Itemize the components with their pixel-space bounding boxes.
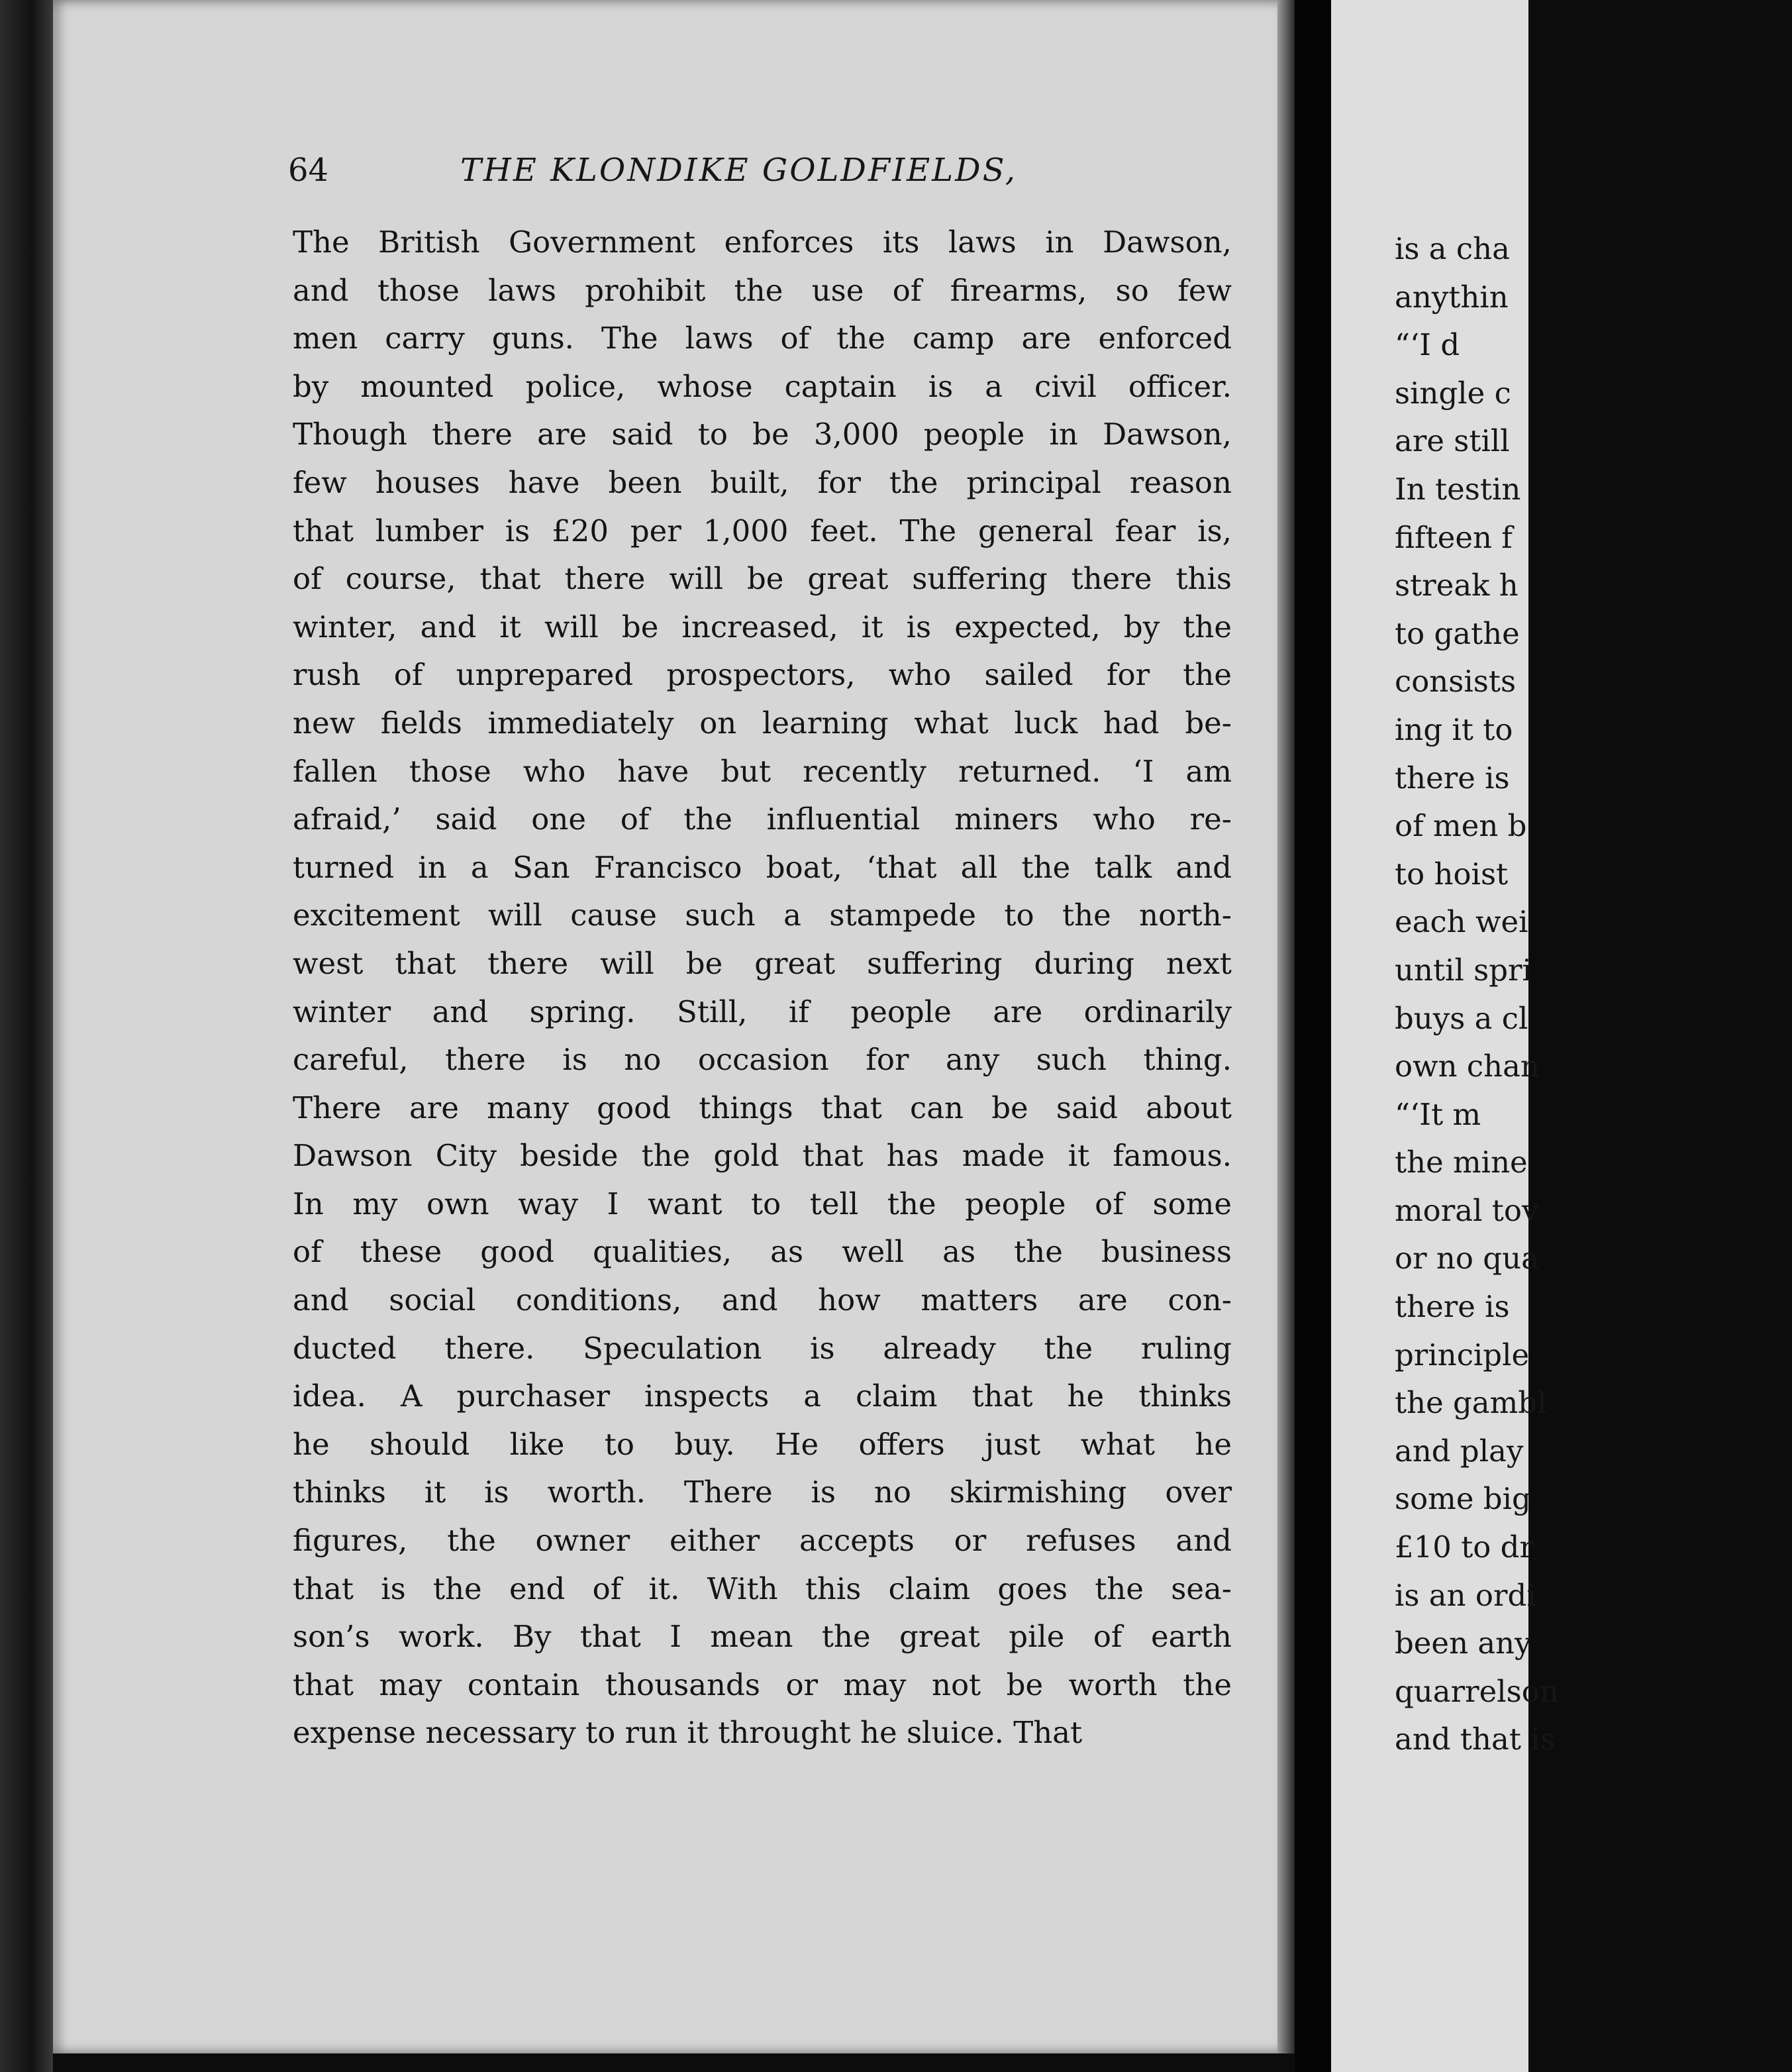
text-line: expense necessary to run it throught he sluice. That: [293, 1715, 1083, 1751]
book-left-edge: [0, 0, 53, 2072]
text-line: idea. A purchaser inspects a claim that he thinks: [293, 1378, 1232, 1414]
facing-text-line: fifteen f: [1395, 519, 1513, 555]
facing-text-line: single c: [1395, 375, 1511, 411]
facing-text-line: In testin: [1395, 471, 1521, 507]
text-line: new fields immediately on learning what luck had be-: [293, 705, 1232, 741]
facing-text-line: until spri: [1395, 952, 1532, 988]
facing-text-line: own chan: [1395, 1049, 1540, 1084]
text-line: Though there are said to be 3,000 people in Dawson,: [293, 417, 1232, 452]
text-line: and those laws prohibit the use of firearms, so few: [293, 272, 1232, 308]
text-line: of these good qualities, as well as the business: [293, 1234, 1232, 1270]
text-line: that lumber is £20 per 1,000 feet. The general fear is,: [293, 513, 1232, 548]
text-line: rush of unprepared prospectors, who sailed for the: [293, 657, 1232, 693]
text-line: that may contain thousands or may not be worth the: [293, 1667, 1232, 1702]
facing-text-line: is an ordi: [1395, 1577, 1536, 1613]
facing-text-line: anythin: [1395, 279, 1509, 315]
facing-text-line: there is: [1395, 760, 1510, 796]
text-line: thinks it is worth. There is no skirmishing over: [293, 1475, 1232, 1510]
facing-text-line: £10 to dr: [1395, 1529, 1534, 1565]
page-binding-shadow: [1277, 0, 1295, 2053]
text-line: careful, there is no occasion for any such thing.: [293, 1042, 1232, 1078]
facing-text-line: streak h: [1395, 568, 1518, 603]
text-line: by mounted police, whose captain is a civil officer.: [293, 368, 1232, 404]
text-line: few houses have been built, for the principal reason: [293, 464, 1232, 500]
text-line: he should like to buy. He offers just what he: [293, 1426, 1232, 1462]
body-text: [293, 219, 1232, 1757]
text-line: winter and spring. Still, if people are ordinarily: [293, 994, 1232, 1029]
page-number: 64: [288, 152, 329, 189]
text-line: fallen those who have but recently returned. ‘I am: [293, 753, 1232, 789]
book-gutter: [1295, 0, 1331, 2072]
facing-text-line: are still: [1395, 423, 1510, 459]
text-line: In my own way I want to tell the people of some: [293, 1186, 1232, 1221]
text-line: There are many good things that can be said about: [293, 1090, 1232, 1125]
facing-text-line: to hoist: [1395, 856, 1509, 892]
text-line: west that there will be great suffering during next: [293, 945, 1232, 981]
facing-page-text: [1395, 225, 1792, 1764]
facing-text-line: buys a cl: [1395, 1000, 1528, 1036]
facing-text-line: each wei: [1395, 904, 1528, 940]
facing-text-line: to gathe: [1395, 615, 1520, 651]
page-header: [288, 140, 1070, 200]
facing-text-line: principle: [1395, 1337, 1530, 1373]
facing-text-line: “‘I d: [1395, 327, 1460, 363]
text-line: excitement will cause such a stampede to the north-: [293, 898, 1232, 933]
running-title: THE KLONDIKE GOLDFIELDS,: [460, 152, 1018, 189]
facing-text-line: been any: [1395, 1626, 1532, 1661]
text-line: winter, and it will be increased, it is expected, by the: [293, 609, 1232, 645]
facing-text-line: the gambl: [1395, 1385, 1547, 1421]
facing-text-line: of men b: [1395, 808, 1527, 844]
facing-page: [1331, 0, 1559, 2072]
text-line: son’s work. By that I mean the great pile of earth: [293, 1619, 1232, 1655]
text-line: afraid,’ said one of the influential miners who re-: [293, 802, 1232, 837]
facing-text-line: “‘It m: [1395, 1096, 1481, 1132]
text-line: and social conditions, and how matters are con-: [293, 1282, 1232, 1318]
facing-text-line: moral tov: [1395, 1192, 1539, 1228]
text-line: that is the end of it. With this claim goes the sea-: [293, 1571, 1232, 1606]
text-line: Dawson City beside the gold that has made it famous.: [293, 1138, 1232, 1174]
facing-text-line: there is: [1395, 1289, 1510, 1325]
text-line: figures, the owner either accepts or refuses and: [293, 1523, 1232, 1559]
text-line: of course, that there will be great suffering there this: [293, 561, 1232, 597]
text-line: turned in a San Francisco boat, ‘that all the talk and: [293, 849, 1232, 885]
facing-text-line: and that is: [1395, 1722, 1556, 1757]
facing-text-line: consists: [1395, 664, 1517, 699]
text-line: ducted there. Speculation is already the ruling: [293, 1330, 1232, 1366]
facing-text-line: the mine: [1395, 1145, 1528, 1180]
text-line: men carry guns. The laws of the camp are enforced: [293, 321, 1232, 356]
facing-text-line: ing it to: [1395, 711, 1513, 747]
facing-text-line: or no qua: [1395, 1241, 1539, 1276]
text-line: The British Government enforces its laws in Dawson,: [293, 225, 1232, 260]
facing-text-line: some big: [1395, 1481, 1531, 1517]
facing-text-line: is a cha: [1395, 231, 1510, 266]
facing-text-line: quarrelson: [1395, 1673, 1559, 1709]
facing-text-line: and play: [1395, 1433, 1524, 1469]
